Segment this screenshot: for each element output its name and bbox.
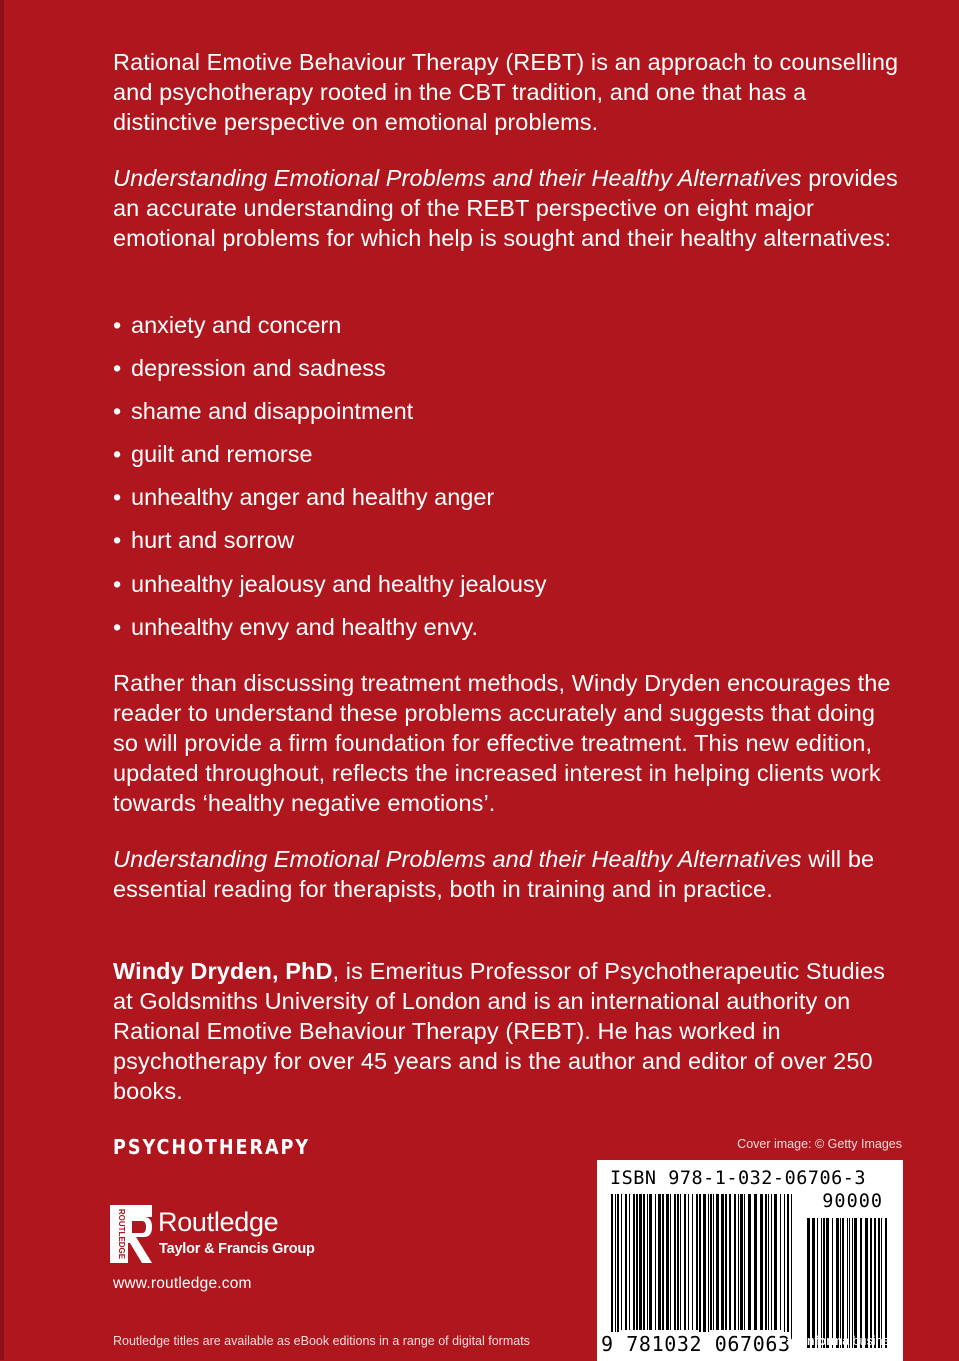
barcode-bar	[821, 1218, 822, 1348]
barcode-bar	[836, 1218, 839, 1348]
barcode-bar	[647, 1194, 648, 1330]
barcode-bar	[713, 1194, 714, 1330]
book-title-italic: Understanding Emotional Problems and their Healthy Alternatives	[113, 165, 802, 191]
barcode-bar	[611, 1194, 613, 1342]
barcode-bar	[734, 1194, 736, 1330]
book-title-italic: Understanding Emotional Problems and their Healthy Alternatives	[113, 846, 802, 872]
barcode-bar	[708, 1194, 709, 1342]
barcode-bar	[729, 1194, 731, 1330]
barcode-bar	[812, 1218, 815, 1348]
barcode-bar	[716, 1194, 719, 1330]
barcode-bar	[823, 1218, 825, 1348]
barcode-bar	[666, 1194, 669, 1330]
price-code: 90000	[822, 1191, 883, 1212]
barcode-bar	[633, 1194, 635, 1330]
intro-paragraph: Rational Emotive Behaviour Therapy (REBT) is an approach to counselling and psychotherapy rooted in the CBT tradition, and one that has a distinctive perspective on emotional problems.	[113, 49, 899, 135]
spine-edge	[0, 0, 4, 1360]
svg-text:ROUTLEDGE: ROUTLEDGE	[117, 1208, 126, 1260]
publisher-logo	[110, 1205, 330, 1265]
barcode-bar	[621, 1194, 622, 1330]
barcode-bar	[629, 1194, 630, 1330]
list-item: • unhealthy jealousy and healthy jealousy	[113, 570, 547, 597]
barcode-bar	[740, 1194, 743, 1330]
subject-category: PSYCHOTHERAPY	[113, 1135, 311, 1159]
barcode-bar	[744, 1194, 745, 1330]
barcode-bar	[649, 1194, 652, 1330]
barcode-bar	[684, 1194, 686, 1330]
barcode-bar	[885, 1218, 887, 1348]
barcode-bar	[636, 1194, 638, 1330]
readership-paragraph	[113, 844, 903, 904]
barcode-bar	[655, 1194, 656, 1330]
barcode-bar	[670, 1194, 671, 1330]
bullet-icon: •	[113, 355, 122, 382]
barcode-bar	[847, 1218, 848, 1348]
barcode-bar	[725, 1194, 727, 1330]
isbn-label: ISBN 978-1-032-06706-3	[610, 1168, 867, 1189]
barcode-bars	[597, 1160, 903, 1361]
barcode-bar	[860, 1218, 862, 1348]
barcode-bar	[807, 1218, 810, 1348]
barcode-bar	[662, 1194, 664, 1330]
publisher-group: Taylor & Francis Group	[159, 1241, 315, 1257]
barcode-bar	[878, 1218, 880, 1348]
barcode-bar	[639, 1194, 642, 1330]
barcode-bar	[874, 1218, 876, 1348]
barcode-bar	[842, 1218, 844, 1348]
barcode-bar	[852, 1218, 853, 1348]
cover-image-credit: Cover image: © Getty Images	[737, 1137, 902, 1151]
isbn-barcode	[597, 1160, 903, 1361]
publisher-name: Routledge	[158, 1207, 279, 1237]
barcode-bar	[674, 1194, 676, 1330]
barcode-bar	[692, 1194, 693, 1330]
method-paragraph: Rather than discussing treatment methods, Windy Dryden encourages the reader to understand these problems accurately and suggests that doing so will provide a firm foundation for effective treatment. This new edition, updated throughout, reflects the increased interest in helping clients work towards ‘healthy negative emotions’.	[113, 670, 891, 816]
list-item: • guilt and remorse	[113, 441, 313, 468]
bullet-icon: •	[113, 441, 122, 468]
barcode-bar	[760, 1194, 763, 1330]
list-item: • hurt and sorrow	[113, 527, 295, 554]
barcode-bar	[771, 1194, 772, 1330]
barcode-bar	[696, 1194, 698, 1330]
readership-text: will be essential reading for therapists, both in training and in practice.	[113, 846, 875, 902]
barcode-bar	[854, 1218, 857, 1348]
barcode-bar	[774, 1194, 777, 1330]
barcode-bar	[617, 1194, 619, 1342]
barcode-bar	[677, 1194, 679, 1330]
barcode-bar	[625, 1194, 627, 1330]
barcode-bar	[780, 1194, 781, 1330]
barcode-bar	[748, 1194, 751, 1330]
bullet-icon: •	[113, 613, 122, 640]
publisher-website[interactable]: www.routledge.com	[113, 1275, 252, 1292]
bullet-icon: •	[113, 527, 122, 554]
list-item: • unhealthy envy and healthy envy.	[113, 613, 479, 640]
description-text: provides an accurate understanding of the REBT perspective on eight major emotional problems for which help is sought and their healthy alternatives:	[113, 165, 898, 251]
list-item: • anxiety and concern	[113, 312, 342, 338]
author-name: Windy Dryden, PhD	[113, 958, 333, 984]
author-bio	[113, 956, 903, 1106]
bullet-icon: •	[113, 570, 122, 597]
barcode-bar	[791, 1194, 792, 1342]
barcode-bar	[768, 1194, 769, 1330]
barcode-bar	[615, 1194, 616, 1342]
barcode-bar	[840, 1218, 841, 1348]
informa-business: an informa business	[785, 1334, 902, 1348]
barcode-bar	[703, 1194, 706, 1342]
barcode-bar	[643, 1194, 645, 1330]
barcode-bar	[680, 1194, 681, 1330]
bullet-icon: •	[113, 398, 122, 425]
bullet-icon: •	[113, 312, 122, 338]
barcode-bar	[826, 1218, 829, 1348]
barcode-bar	[710, 1194, 712, 1330]
description-paragraph	[113, 163, 903, 253]
routledge-r-icon	[110, 1205, 152, 1263]
barcode-bar	[784, 1194, 785, 1342]
barcode-bar	[658, 1194, 661, 1330]
barcode-bar	[870, 1218, 872, 1348]
barcode-bar	[849, 1218, 850, 1348]
list-item: • unhealthy anger and healthy anger	[113, 484, 495, 511]
barcode-bar	[738, 1194, 739, 1330]
list-item: • depression and sadness	[113, 355, 386, 382]
barcode-bar	[787, 1194, 789, 1342]
barcode-bar	[881, 1218, 882, 1348]
barcode-bar	[817, 1218, 818, 1348]
barcode-bar	[832, 1218, 833, 1348]
ebook-note: Routledge titles are available as eBook editions in a range of digital formats	[113, 1334, 530, 1348]
barcode-bar	[699, 1194, 701, 1342]
isbn-digits: 9 781032 067063	[601, 1332, 791, 1356]
list-item: • shame and disappointment	[113, 398, 414, 425]
bullet-icon: •	[113, 484, 122, 511]
author-bio-text: , is Emeritus Professor of Psychotherapeutic Studies at Goldsmiths University of London and is an international authority on Rational Emotive Behaviour Therapy (REBT). He has worked in psychotherapy for over 45 years and is the author and editor of over 250 books.	[113, 958, 886, 1104]
barcode-bar	[721, 1194, 724, 1330]
emotional-problems-list	[113, 310, 546, 655]
barcode-bar	[765, 1194, 767, 1330]
barcode-bar	[688, 1194, 689, 1330]
barcode-bar	[865, 1218, 868, 1348]
barcode-bar	[754, 1194, 757, 1330]
